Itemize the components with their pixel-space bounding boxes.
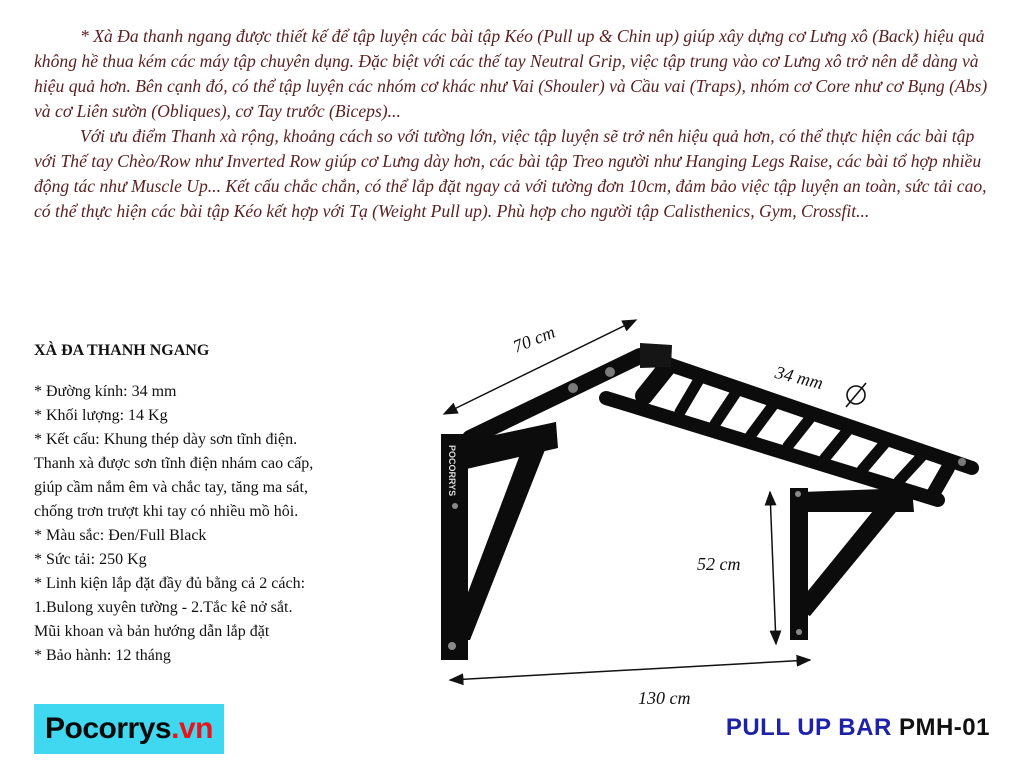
spec-line: * Khối lượng: 14 Kg bbox=[34, 407, 168, 424]
intro-paragraph-2: Với ưu điểm Thanh xà rộng, khoảng cách so với tường lớn, việc tập luyện sẽ trở nên hiệu quả hơn, có thể thực hiện các bài tập với Thế tay Chèo/Row như Inverted Row giúp cơ Lưng dày hơn, các bài tập Treo người như Hanging Legs Raise, các bài tổ hợp nhiều động tác như Muscle Up... Kết cấu chắc chắn, có thể lắp đặt ngay cả với tường đơn 10cm, đảm bảo việc tập luyện an toàn, sức tải cao, có thể thực hiện các bài tập Kéo kết hợp với Tạ (Weight Pull up). Phù hợp cho người tập Calisthenics, Gym, Crossfit... bbox=[34, 126, 987, 221]
dimension-width-label: 70 cm bbox=[510, 321, 558, 357]
spec-line: * Linh kiện lắp đặt đầy đủ bằng cả 2 cách: bbox=[34, 575, 306, 592]
right-bracket bbox=[790, 488, 914, 640]
spec-line: Thanh xà được sơn tĩnh điện nhám cao cấp, bbox=[34, 455, 314, 472]
model-prefix: PULL UP BAR bbox=[725, 714, 892, 741]
spec-line: * Bảo hành: 12 tháng bbox=[34, 647, 171, 664]
spec-line: * Đường kính: 34 mm bbox=[34, 383, 177, 400]
spec-line: * Kết cấu: Khung thép dày sơn tĩnh điện. bbox=[34, 431, 298, 448]
brand-logo bbox=[34, 704, 224, 754]
dimension-length-label: 130 cm bbox=[638, 688, 691, 708]
spec-line: giúp cầm nắm êm và chắc tay, tăng ma sát, bbox=[34, 479, 308, 496]
height-arrow bbox=[770, 492, 776, 644]
spec-line: chống trơn trượt khi tay có nhiều mồ hôi. bbox=[34, 503, 299, 520]
bracket-brand-text: POCORRYS bbox=[447, 445, 457, 497]
brand-name: Pocorrys bbox=[45, 712, 172, 745]
dimension-height-label: 52 cm bbox=[697, 554, 741, 574]
dimension-lines bbox=[444, 320, 810, 680]
spec-line: 1.Bulong xuyên tường - 2.Tắc kê nở sắt. bbox=[34, 599, 293, 616]
diameter-icon bbox=[846, 383, 866, 407]
spec-line: * Màu sắc: Đen/Full Black bbox=[34, 527, 207, 544]
brand-tld: .vn bbox=[171, 712, 213, 745]
model-name bbox=[726, 714, 990, 742]
spec-title: XÀ ĐA THANH NGANG bbox=[34, 342, 210, 359]
length-arrow bbox=[450, 660, 810, 680]
model-code: PMH-01 bbox=[898, 714, 990, 741]
intro-paragraph-1: * Xà Đa thanh ngang được thiết kế để tập luyện các bài tập Kéo (Pull up & Chin up) giúp xây dựng cơ Lưng xô (Back) hiệu quả không hề thua kém các máy tập chuyên dụng. Đặc biệt với các thế tay Neutral Grip, việc tập trung vào cơ Lưng xô trở nên dễ dàng và hiệu quả hơn. Bên cạnh đó, có thể tập luyện các nhóm cơ khác như Vai (Shouler) và Cầu vai (Traps), nhóm cơ Core như cơ Bụng (Abs) và cơ Liên sườn (Obliques), cơ Tay trước (Biceps)... bbox=[34, 26, 988, 121]
spec-line: Mũi khoan và bản hướng dẫn lắp đặt bbox=[34, 623, 270, 640]
spec-line: * Sức tải: 250 Kg bbox=[34, 551, 147, 568]
dimension-diameter-label: 34 mm bbox=[773, 362, 826, 394]
mount-plate-top bbox=[640, 343, 672, 368]
